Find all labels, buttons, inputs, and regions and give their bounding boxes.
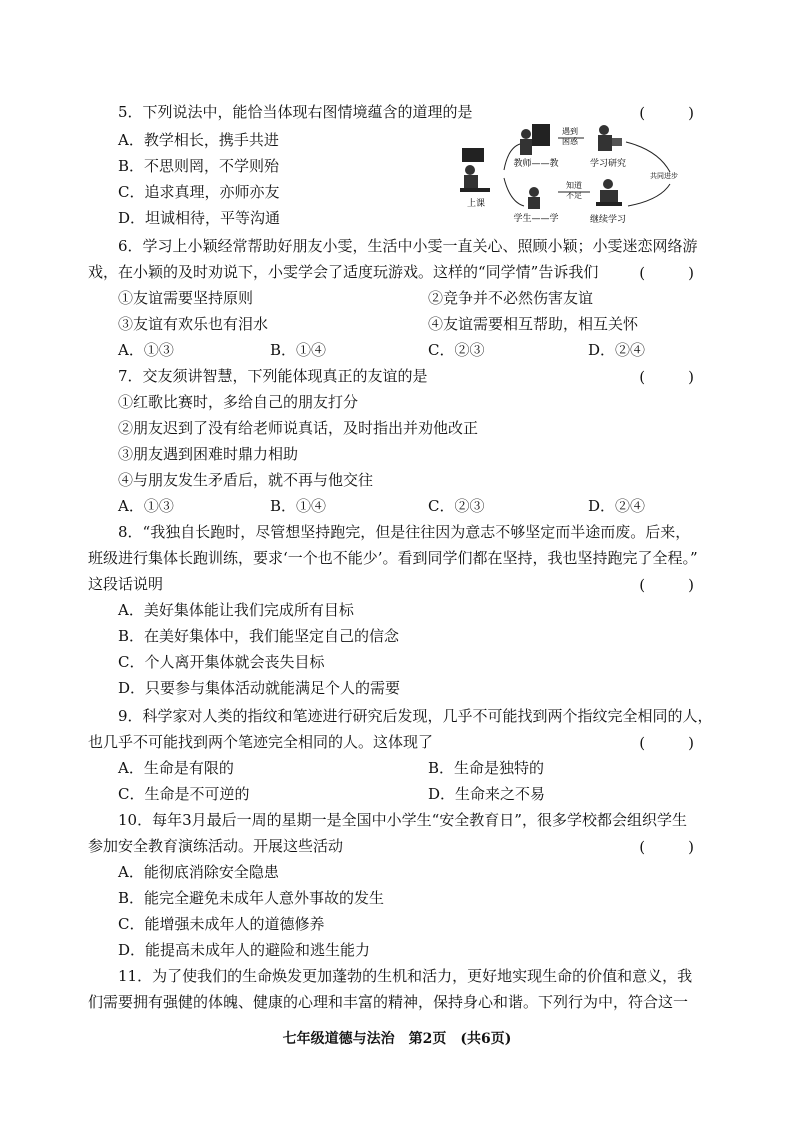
- q6-stem-line-1: 6．学习上小颖经常帮助好朋友小雯，生活中小雯一直关心、照顾小颖；小雯迷恋网络游: [118, 237, 698, 255]
- q7-stem: 7．交友须讲智慧，下列能体现真正的友谊的是: [118, 367, 428, 385]
- q9-answer-bracket: ( ): [639, 734, 708, 752]
- q5-option-d: D．坦诚相待，平等沟通: [118, 209, 281, 227]
- student-figure-icon: [528, 187, 540, 209]
- q8-option-c: C．个人离开集体就会丧失目标: [118, 653, 325, 671]
- q6-option-d: D．②④: [588, 341, 646, 359]
- q6-option-a: A．①③: [118, 341, 174, 359]
- q5-option-a: A．教学相长，携手共进: [118, 131, 279, 149]
- q7-option-d: D．②④: [588, 497, 646, 515]
- page-footer: 七年级道德与法治 第2页 (共6页): [282, 1031, 512, 1047]
- research-figure-icon: [598, 125, 622, 151]
- q7-item-4: ④与朋友发生矛盾后，就不再与他交往: [118, 471, 374, 489]
- q8-option-a: A．美好集体能让我们完成所有目标: [118, 601, 354, 619]
- fig-label-insufficient: 不足: [566, 191, 582, 200]
- fig-label-confusion: 困惑: [562, 137, 578, 146]
- classroom-scene-icon: [460, 148, 490, 192]
- fig-label-progress: 共同进步: [650, 172, 678, 180]
- q5-illustration: [458, 118, 698, 228]
- q5-answer-bracket: ( ): [639, 104, 708, 122]
- q6-item-3: ③友谊有欢乐也有泪水: [118, 315, 269, 333]
- q7-option-a: A．①③: [118, 497, 174, 515]
- q7-item-3: ③朋友遇到困难时鼎力相助: [118, 445, 299, 463]
- teacher-figure-icon: [520, 124, 550, 155]
- study-figure-icon: [596, 179, 622, 206]
- q6-stem-line-2: 戏，在小颖的及时劝说下，小雯学会了适度玩游戏。这样的“同学情”告诉我们: [88, 263, 599, 281]
- q7-option-b: B．①④: [270, 497, 327, 515]
- q9-option-b: B．生命是独特的: [428, 759, 545, 777]
- fig-label-student: 学生——学: [513, 214, 559, 224]
- q6-answer-bracket: ( ): [639, 264, 708, 282]
- q5-option-b: B．不思则罔，不学则殆: [118, 157, 280, 175]
- fig-label-continue: 继续学习: [589, 215, 627, 225]
- fig-label-research: 学习研究: [589, 159, 627, 169]
- q8-option-b: B．在美好集体中，我们能坚定自己的信念: [118, 627, 400, 645]
- q8-stem-line-3: 这段话说明: [88, 575, 164, 593]
- q6-item-2: ②竞争并不必然伤害友谊: [428, 289, 594, 307]
- q10-option-a: A．能彻底消除安全隐患: [118, 863, 279, 881]
- fig-label-class: 上课: [466, 199, 486, 209]
- q7-option-c: C．②③: [428, 497, 485, 515]
- q11-stem-line-1: 11．为了使我们的生命焕发更加蓬勃的生机和活力，更好地实现生命的价值和意义，我: [118, 967, 693, 985]
- q6-item-4: ④友谊需要相互帮助，相互关怀: [428, 315, 639, 333]
- fig-label-meet: 遇到: [562, 127, 578, 136]
- fig-label-teacher: 教师——教: [513, 159, 559, 169]
- q9-stem-line-1: 9．科学家对人类的指纹和笔迹进行研究后发现，几乎不可能找到两个指纹完全相同的人，: [118, 707, 713, 725]
- q6-option-b: B．①④: [270, 341, 327, 359]
- q11-stem-line-2: 们需要拥有强健的体魄、健康的心理和丰富的精神，保持身心和谐。下列行为中，符合这一: [88, 993, 689, 1011]
- q6-option-c: C．②③: [428, 341, 485, 359]
- q8-answer-bracket: ( ): [639, 576, 708, 594]
- q5-option-c: C．追求真理，亦师亦友: [118, 183, 280, 201]
- q10-answer-bracket: ( ): [639, 838, 708, 856]
- q9-option-c: C．生命是不可逆的: [118, 785, 250, 803]
- q10-option-c: C．能增强未成年人的道德修养: [118, 915, 325, 933]
- q10-option-d: D．能提高未成年人的避险和逃生能力: [118, 941, 371, 959]
- q8-stem-line-1: 8．“我独自长跑时，尽管想坚持跑完，但是往往因为意志不够坚定而半途而废。后来，: [118, 523, 691, 541]
- q7-item-1: ①红歌比赛时，多给自己的朋友打分: [118, 393, 359, 411]
- q7-answer-bracket: ( ): [639, 368, 708, 386]
- q9-stem-line-2: 也几乎不可能找到两个笔迹完全相同的人。这体现了: [88, 733, 434, 751]
- q7-item-2: ②朋友迟到了没有给老师说真话，及时指出并劝他改正: [118, 419, 479, 437]
- q10-stem-line-2: 参加安全教育演练活动。开展这些活动: [88, 837, 344, 855]
- q10-option-b: B．能完全避免未成年人意外事故的发生: [118, 889, 385, 907]
- q5-stem: 5．下列说法中，能恰当体现右图情境蕴含的道理的是: [118, 103, 473, 121]
- q9-option-a: A．生命是有限的: [118, 759, 234, 777]
- q8-option-d: D．只要参与集体活动就能满足个人的需要: [118, 679, 401, 697]
- q9-option-d: D．生命来之不易: [428, 785, 546, 803]
- fig-label-know: 知道: [566, 181, 582, 190]
- q10-stem-line-1: 10．每年3月最后一周的星期一是全国中小学生“安全教育日”，很多学校都会组织学生: [118, 811, 687, 829]
- q6-item-1: ①友谊需要坚持原则: [118, 289, 254, 307]
- q8-stem-line-2: 班级进行集体长跑训练，要求‘一个也不能少’。看到同学们都在坚持，我也坚持跑完了全程。”: [88, 549, 698, 567]
